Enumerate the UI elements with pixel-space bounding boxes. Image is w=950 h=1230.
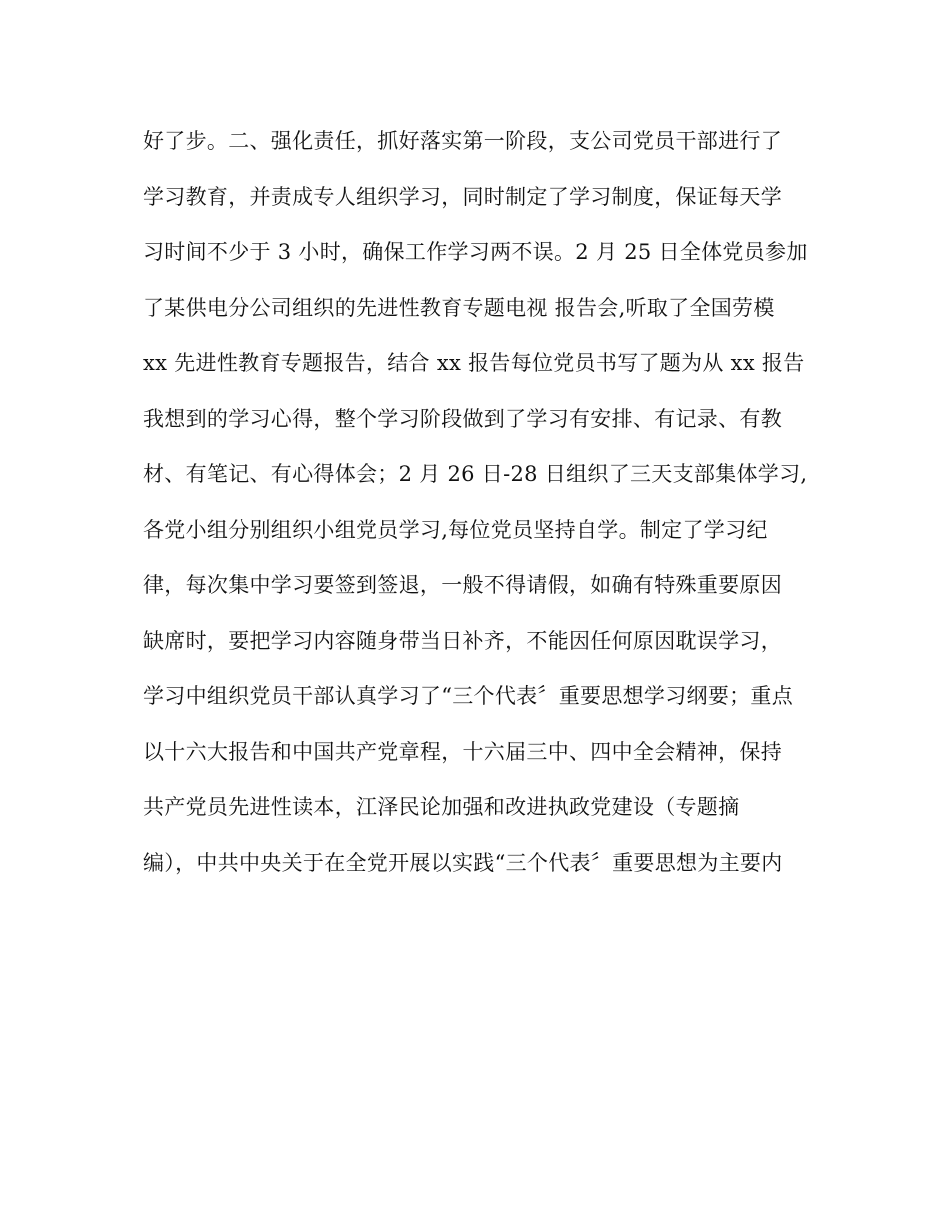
text-line: 我想到的学习心得，整个学习阶段做到了学习有安排、有记录、有教 (143, 406, 782, 431)
text-line: 律，每次集中学习要签到签退，一般不得请假，如确有特殊重要原因 (143, 573, 782, 597)
body-text (143, 119, 823, 896)
text-line: 习时间不少于 3 小时，确保工作学习两不误。2 月 25 日全体党员参加 (143, 240, 808, 264)
text-line: 缺席时，要把学习内容随身带当日补齐，不能因任何原因耽误学习， (143, 628, 782, 653)
text-line: 材、有笔记、有心得体会；2 月 26 日-28 日组织了三天支部集体学习, (143, 462, 808, 486)
text-line: 了某供电分公司组织的先进性教育专题电视 报告会,听取了全国劳模 (143, 295, 775, 320)
text-line: 共产党员先进性读本，江泽民论加强和改进执政党建设（专题摘 (143, 795, 740, 819)
text-line: 学习教育，并责成专人组织学习，同时制定了学习制度，保证每天学 (143, 184, 782, 209)
text-line: 学习中组织党员干部认真学习了“三个代表〞重要思想学习纲要；重点 (143, 684, 794, 708)
text-line: 以十六大报告和中国共产党章程，十六届三中、四中全会精神，保持 (143, 739, 782, 764)
text-line: 编），中共中央关于在全党开展以实践“三个代表〞重要思想为主要内 (143, 850, 783, 875)
text-line: 好了步。二、强化责任，抓好落实第一阶段，支公司党员干部进行了 (143, 129, 782, 153)
text-line: xx 先进性教育专题报告，结合 xx 报告每位党员书写了题为从 xx 报告 (143, 351, 805, 375)
text-line: 各党小组分别组织小组党员学习,每位党员坚持自学。制定了学习纪 (143, 517, 768, 542)
